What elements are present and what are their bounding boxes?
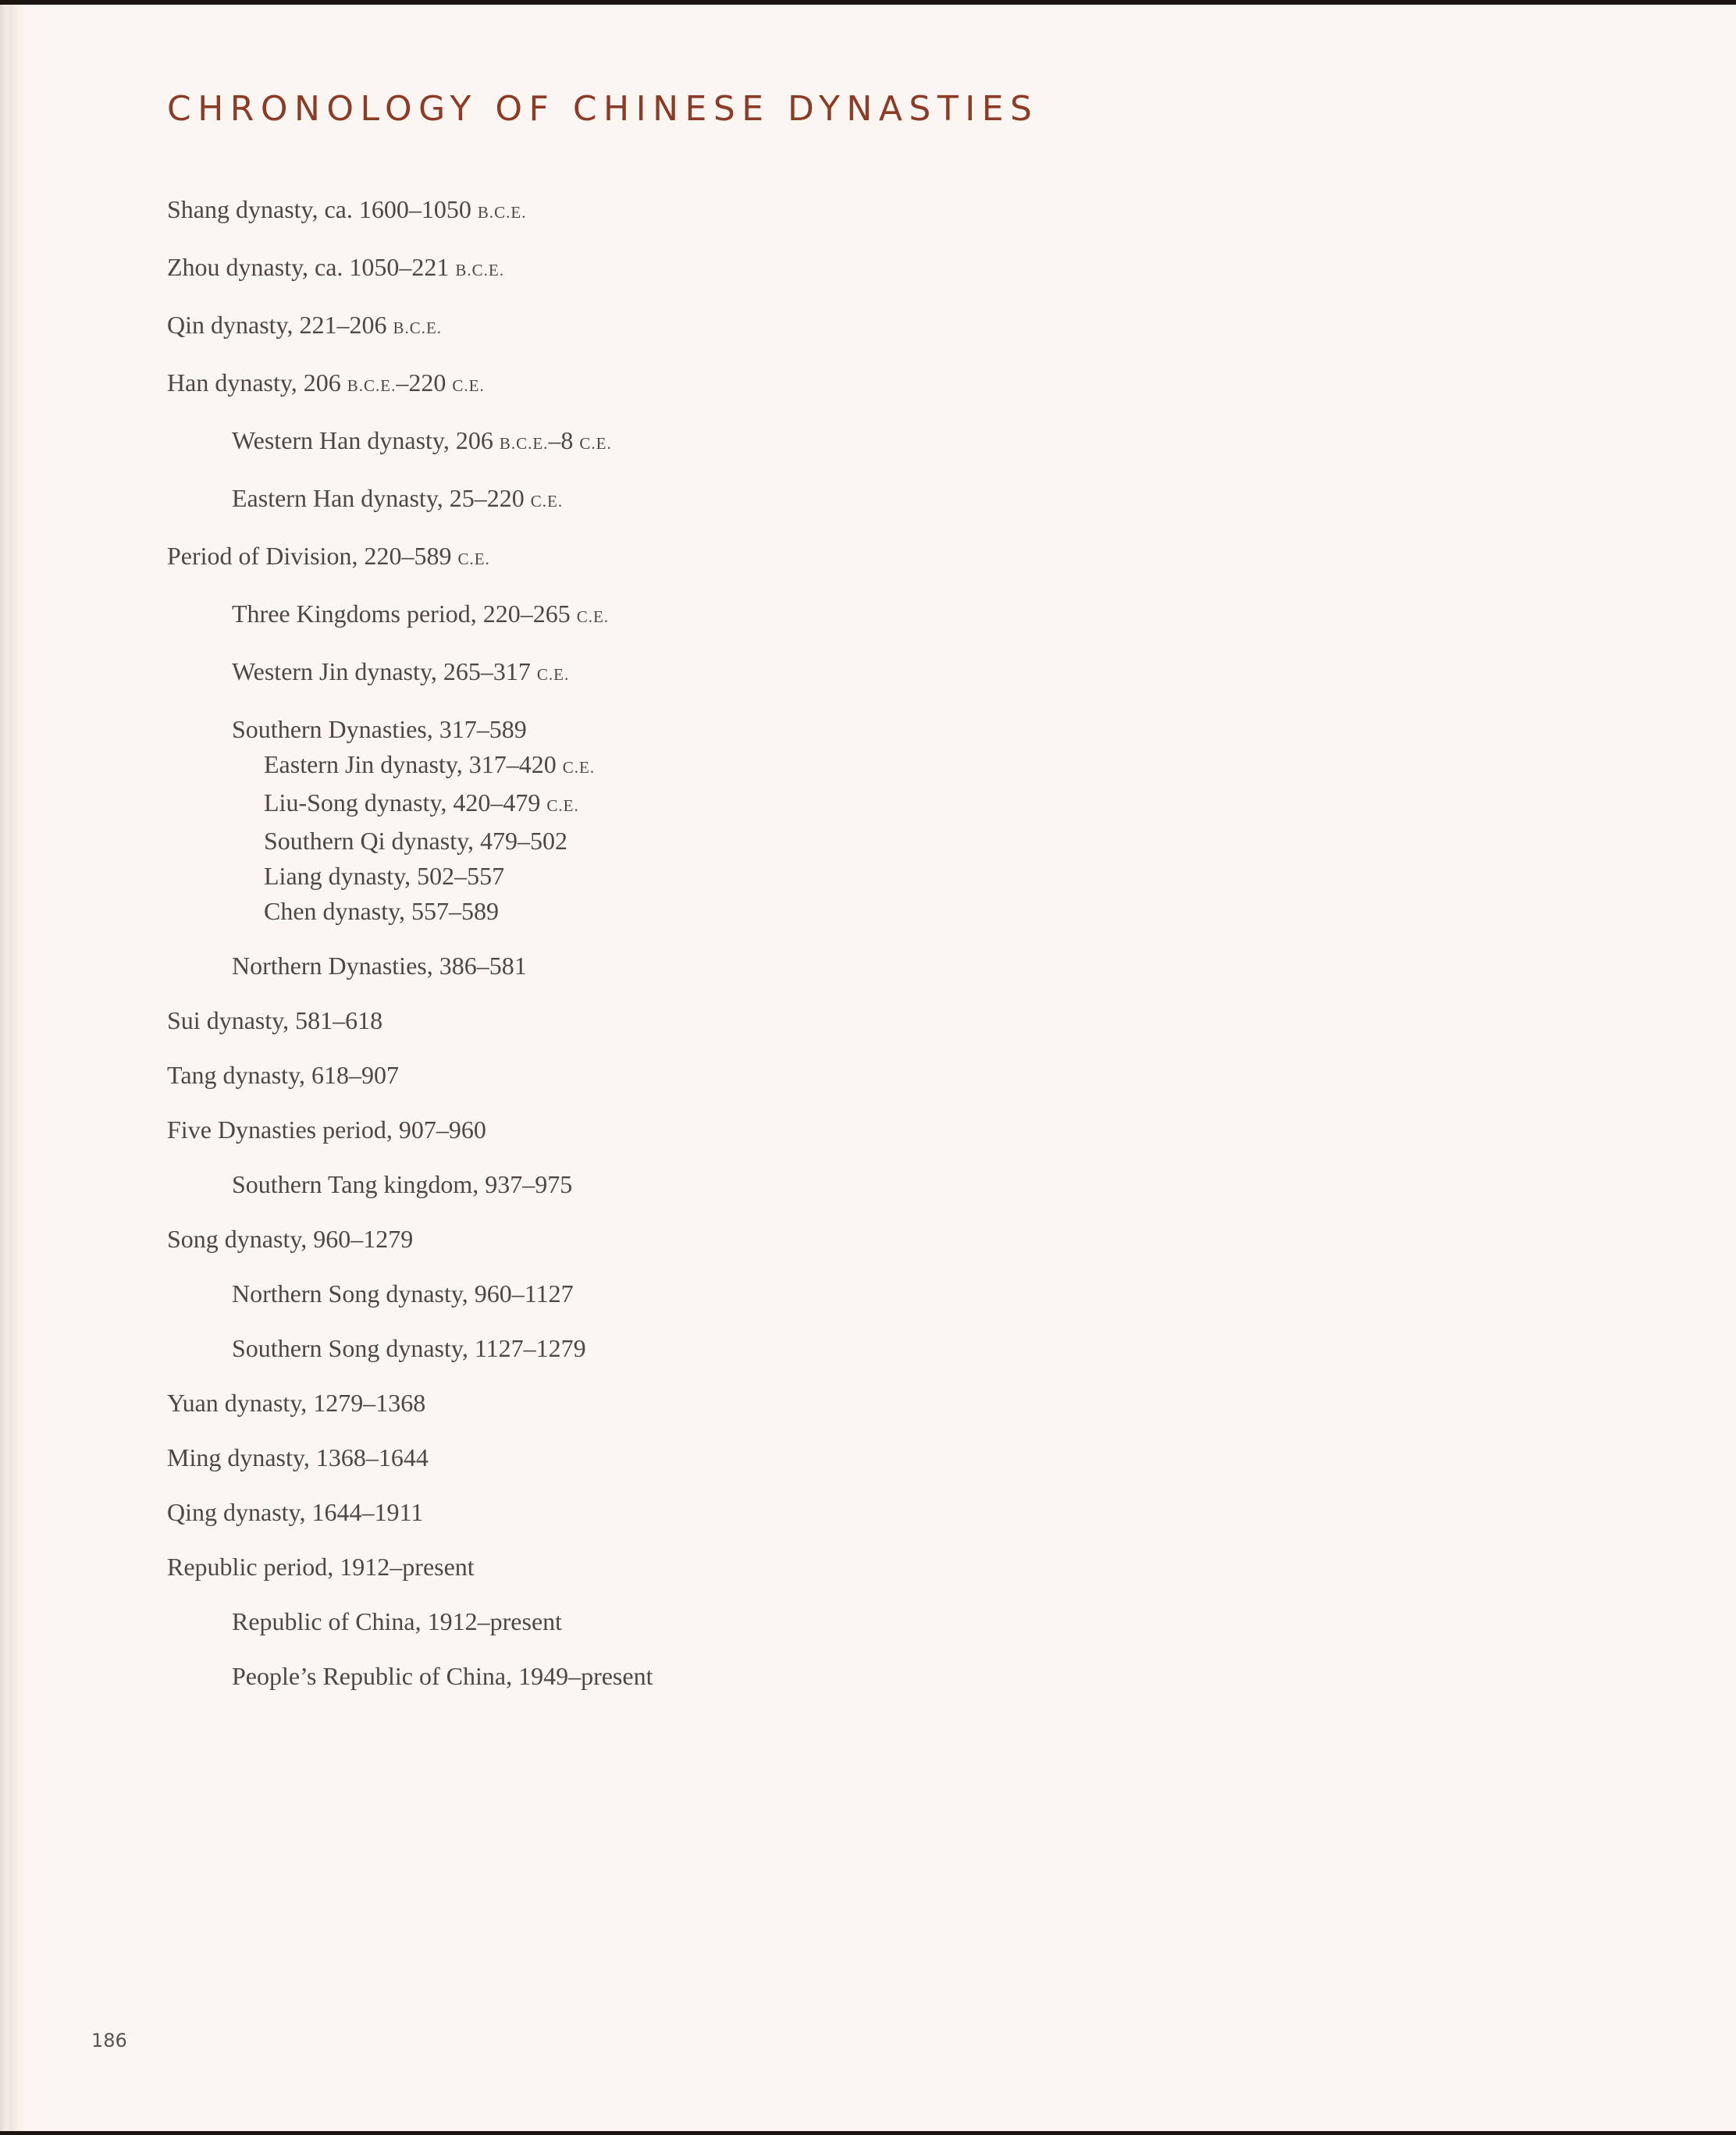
list-item: Three Kingdoms period, 220–265 C.E.: [232, 600, 610, 628]
list-item: Liang dynasty, 502–557: [264, 862, 505, 890]
list-item: Western Han dynasty, 206 B.C.E.–8 C.E.: [232, 426, 612, 454]
list-item: Tang dynasty, 618–907: [167, 1061, 399, 1089]
list-item: Southern Song dynasty, 1127–1279: [232, 1334, 586, 1362]
list-item: Southern Tang kingdom, 937–975: [232, 1170, 573, 1198]
list-item: Southern Qi dynasty, 479–502: [264, 827, 568, 855]
scan-bottom-edge: [0, 2131, 1736, 2135]
list-item: Chen dynasty, 557–589: [264, 897, 500, 925]
list-item: Northern Dynasties, 386–581: [232, 952, 527, 980]
list-item: Shang dynasty, ca. 1600–1050 B.C.E.: [167, 195, 527, 223]
list-item: Eastern Han dynasty, 25–220 C.E.: [232, 484, 564, 512]
list-item: Republic of China, 1912–present: [232, 1607, 563, 1635]
page-title: CHRONOLOGY OF CHINESE DYNASTIES: [167, 89, 1039, 129]
list-item: Yuan dynasty, 1279–1368: [167, 1389, 426, 1417]
list-item: Republic period, 1912–present: [167, 1553, 475, 1581]
page-spine-edge: [0, 0, 27, 2135]
list-item: Liu-Song dynasty, 420–479 C.E.: [264, 788, 579, 817]
list-item: Qin dynasty, 221–206 B.C.E.: [167, 311, 443, 339]
list-item: Period of Division, 220–589 C.E.: [167, 542, 490, 570]
list-item: Eastern Jin dynasty, 317–420 C.E.: [264, 750, 596, 778]
list-item: Qing dynasty, 1644–1911: [167, 1498, 424, 1526]
list-item: Zhou dynasty, ca. 1050–221 B.C.E.: [167, 253, 505, 281]
scan-top-edge: [0, 0, 1736, 5]
dynasty-chronology-list: [167, 192, 653, 1713]
southern-dynasties-sublist: [232, 747, 653, 929]
list-item: People’s Republic of China, 1949–present: [232, 1662, 653, 1690]
list-item: Han dynasty, 206 B.C.E.–220 C.E.: [167, 368, 485, 397]
list-item: Sui dynasty, 581–618: [167, 1006, 383, 1034]
list-item: Northern Song dynasty, 960–1127: [232, 1279, 574, 1308]
list-item: Song dynasty, 960–1279: [167, 1225, 414, 1253]
list-item: Western Jin dynasty, 265–317 C.E.: [232, 657, 570, 685]
list-item: Five Dynasties period, 907–960: [167, 1116, 486, 1144]
page-number: 186: [91, 2030, 127, 2051]
list-item: Southern Dynasties, 317–589 Eastern Jin dynasty, 317–420 C.E. Liu-Song dynasty, 420–479 C.E. Southern Qi dynasty, 479–502 Liang dynasty, 502–557 Chen dynasty, 557–589: [167, 712, 653, 929]
list-item: Ming dynasty, 1368–1644: [167, 1443, 429, 1471]
